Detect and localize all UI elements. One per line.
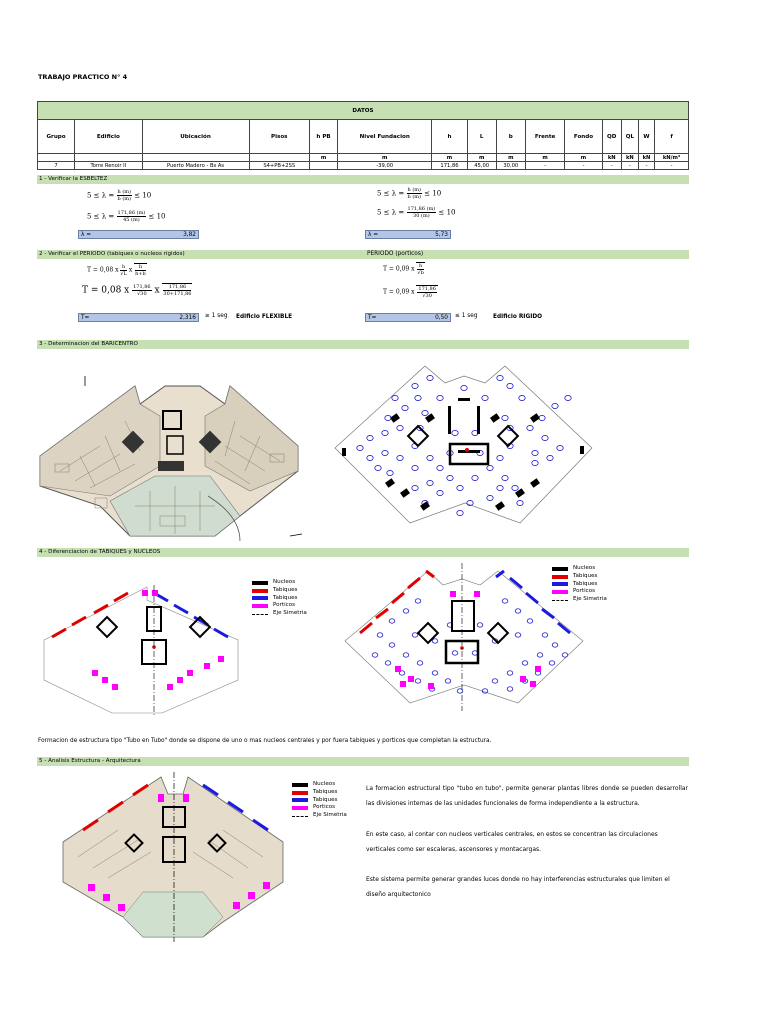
legend-swatch-tabiques-blue (292, 798, 308, 802)
legend-item-porticos (252, 602, 307, 610)
architecture-overlay-plan (63, 772, 283, 942)
datos-unit-cell-8: m (496, 154, 525, 162)
datos-value-cell-11: - (602, 162, 621, 170)
datos-value-cell-0: 7 (38, 162, 75, 170)
legend-item-porticos (552, 588, 607, 596)
legend-label-nucleos: Nucleos (313, 781, 336, 787)
datos-column-header-11: QD (602, 120, 621, 154)
page-title: TRABAJO PRACTICO N° 4 (38, 73, 128, 81)
datos-column-header-12: QL (621, 120, 638, 154)
datos-table (37, 101, 689, 170)
legend-item-eje-simetria (292, 812, 347, 820)
datos-value-cell-6: 171,86 (432, 162, 467, 170)
periodo-porticos-title: PERIODO (porticos) (367, 251, 424, 257)
datos-unit-cell-0 (38, 154, 75, 162)
legend-swatch-nucleos (552, 567, 568, 571)
legend-item-nucleos (552, 565, 607, 573)
legend-item-tabiques-red (552, 573, 607, 581)
datos-column-header-0: Grupo (38, 120, 75, 154)
esbeltez-calc-left: 5 ≤ λ = $\frac{171,86 (m)}{45 (m)}$ ≤ 10 (87, 210, 166, 223)
datos-column-header-13: W (638, 120, 654, 154)
legend-item-eje-simetria (252, 610, 307, 618)
legend-label-eje-simetria: Eje Simetria (273, 610, 307, 617)
datos-value-cell-8: 30,00 (496, 162, 525, 170)
datos-value-cell-13: - (638, 162, 654, 170)
datos-unit-cell-11: kN (602, 154, 621, 162)
legend-label-tabiques-red: Tabiques (573, 572, 598, 579)
datos-unit-cell-10: m (565, 154, 602, 162)
legend-label-nucleos: Nucleos (273, 579, 296, 585)
esbeltez-formula-right: 5 ≤ λ = $\frac{h (m)}{b (m)}$ ≤ 10 (377, 187, 442, 200)
periodo-cond-left: ≥ 1 seg (205, 313, 228, 319)
legend-label-porticos: Porticos (273, 602, 296, 609)
esbeltez-formula-left: 5 ≤ λ = $\frac{h (m)}{b (m)}$ ≤ 10 (87, 189, 152, 202)
legend-label-tabiques-red: Tabiques (273, 586, 298, 593)
datos-column-header-2: Ubicación (142, 120, 249, 154)
legend-item-nucleos (252, 579, 307, 587)
legend-label-tabiques-blue: Tabiques (573, 580, 598, 587)
periodo-calc-right: T = 0,09 x $\frac{171,86}{√30}$ (383, 286, 436, 299)
datos-column-header-6: h (432, 120, 467, 154)
legend-label-nucleos: Nucleos (573, 565, 596, 571)
datos-column-header-4: h PB (309, 120, 337, 154)
datos-unit-cell-5: m (338, 154, 432, 162)
datos-column-header-14: f (655, 120, 689, 154)
lambda-result-left: λ = 3,82 (78, 230, 199, 239)
legend-item-porticos (292, 804, 347, 812)
periodo-verdict-right: Edificio RIGIDO (493, 314, 543, 320)
section-3-bar: 3 - Determinacion del BARICENTRO (37, 340, 689, 349)
legend-swatch-tabiques-blue (552, 582, 568, 586)
section-5-bar: 5 - Analisis Estructura - Arquitectura (37, 757, 689, 766)
legend-swatch-porticos (252, 604, 268, 608)
datos-unit-cell-1 (75, 154, 142, 162)
datos-unit-cell-4: m (309, 154, 337, 162)
datos-value-cell-10: - (565, 162, 602, 170)
datos-value-cell-7: 45,00 (467, 162, 496, 170)
periodo-calc-left: T = 0,08 x $\frac{171,86}{√30}$ x $\frac{171,86}{30+171,86}$ (82, 283, 192, 297)
periodo-result-left: T= 2,316 (78, 313, 199, 322)
legend-item-tabiques-blue (292, 797, 347, 805)
legend-item-tabiques-red (252, 587, 307, 595)
legend-label-eje-simetria: Eje Simetria (313, 812, 347, 819)
datos-value-cell-4 (309, 162, 337, 170)
legend-swatch-porticos (552, 590, 568, 594)
section-1-bar: 1 - Verificar la ESBELTEZ (37, 175, 689, 184)
datos-value-cell-3: S4+PB+2SS (249, 162, 309, 170)
analysis-paragraph-1: La formacion estructural tipo "tubo en tubo", permite generar plantas libres donde se pueden desarrollar las divisiones internas de las unidades funcionales de forma independiente a la estructura. (366, 785, 688, 807)
section-4-bar: 4 - Diferenciacion de TABIQUES y NUCLEOS (37, 548, 689, 557)
floor-plan-image (40, 376, 302, 541)
legend-item-nucleos (292, 781, 347, 789)
datos-value-cell-12: - (621, 162, 638, 170)
periodo-verdict-left: Edificio FLEXIBLE (236, 314, 293, 320)
legend-label-tabiques-red: Tabiques (313, 788, 338, 795)
legend-item-tabiques-blue (552, 581, 607, 589)
legend-item-tabiques-red (292, 789, 347, 797)
periodo-formula-right: T = 0,09 x $\frac{h}{√b}$ (383, 263, 424, 276)
datos-value-cell-9: - (525, 162, 564, 170)
legend-section-4-left (252, 579, 307, 618)
structure-plan-image (330, 358, 598, 534)
datos-unit-cell-12: kN (621, 154, 638, 162)
tubo-en-tubo-caption: Formacion de estructura tipo "Tubo en Tubo" donde se dispone de uno o mas nucleos centrales y por fuera tabiques y porticos que completan la estructura. (38, 738, 492, 744)
analysis-paragraph-2: En este caso, al contar con nucleos verticales centrales, en estos se concentran las circulaciones verticales como ser escaleras, ascensores y montacargas. (366, 831, 658, 853)
datos-column-header-7: L (467, 120, 496, 154)
esbeltez-calc-right: 5 ≤ λ = $\frac{171,86 (m)}{30 (m)}$ ≤ 10 (377, 206, 456, 219)
legend-swatch-nucleos (292, 783, 308, 787)
datos-column-header-1: Edificio (75, 120, 142, 154)
legend-item-tabiques-blue (252, 595, 307, 603)
datos-unit-cell-6: m (432, 154, 467, 162)
tabiques-nucleos-plan-left (42, 585, 238, 715)
datos-unit-cell-13: kN (638, 154, 654, 162)
datos-value-cell-1: Torre Renoir II (75, 162, 142, 170)
legend-swatch-nucleos (252, 581, 268, 585)
legend-section-4-right (552, 565, 607, 604)
section-2-bar: 2 - Verificar el PERIODO (tabiques o nucleos rigidos) (37, 250, 689, 259)
legend-swatch-tabiques-red (292, 791, 308, 795)
datos-value-cell-2: Puerto Madero - Bs As (142, 162, 249, 170)
datos-column-header-8: b (496, 120, 525, 154)
analysis-paragraph-3: Este sistema permite generar grandes luces donde no hay interferencias estructurales que limiten el diseño arquitectonico (366, 876, 670, 898)
datos-column-header-3: Pisos (249, 120, 309, 154)
legend-swatch-eje-simetria (292, 816, 308, 817)
datos-column-header-5: Nivel Fundacion (338, 120, 432, 154)
datos-header: DATOS (38, 102, 689, 120)
datos-value-cell-14: - (655, 162, 689, 170)
datos-unit-cell-2 (142, 154, 249, 162)
periodo-cond-right: ≤ 1 seg (455, 313, 478, 319)
legend-section-5 (292, 781, 347, 820)
legend-swatch-tabiques-red (552, 575, 568, 579)
periodo-formula-left: T = 0,08 x $\frac{h}{√L}$ x $\frac{h}{h+b}$ (87, 263, 146, 277)
legend-swatch-eje-simetria (252, 614, 268, 615)
legend-swatch-tabiques-red (252, 589, 268, 593)
datos-column-header-10: Fondo (565, 120, 602, 154)
legend-item-eje-simetria (552, 596, 607, 604)
datos-unit-cell-3 (249, 154, 309, 162)
datos-unit-cell-14: kN/m² (655, 154, 689, 162)
datos-value-cell-5: -39,00 (338, 162, 432, 170)
legend-label-tabiques-blue: Tabiques (273, 594, 298, 601)
periodo-result-right: T= 0,50 (365, 313, 451, 322)
legend-swatch-porticos (292, 806, 308, 810)
datos-unit-cell-7: m (467, 154, 496, 162)
legend-swatch-tabiques-blue (252, 596, 268, 600)
legend-label-porticos: Porticos (573, 588, 596, 595)
datos-column-header-9: Frente (525, 120, 564, 154)
legend-label-tabiques-blue: Tabiques (313, 796, 338, 803)
legend-label-porticos: Porticos (313, 804, 336, 811)
datos-unit-cell-9: m (525, 154, 564, 162)
legend-swatch-eje-simetria (552, 600, 568, 601)
lambda-result-right: λ = 5,73 (365, 230, 451, 239)
legend-label-eje-simetria: Eje Simetria (573, 596, 607, 603)
